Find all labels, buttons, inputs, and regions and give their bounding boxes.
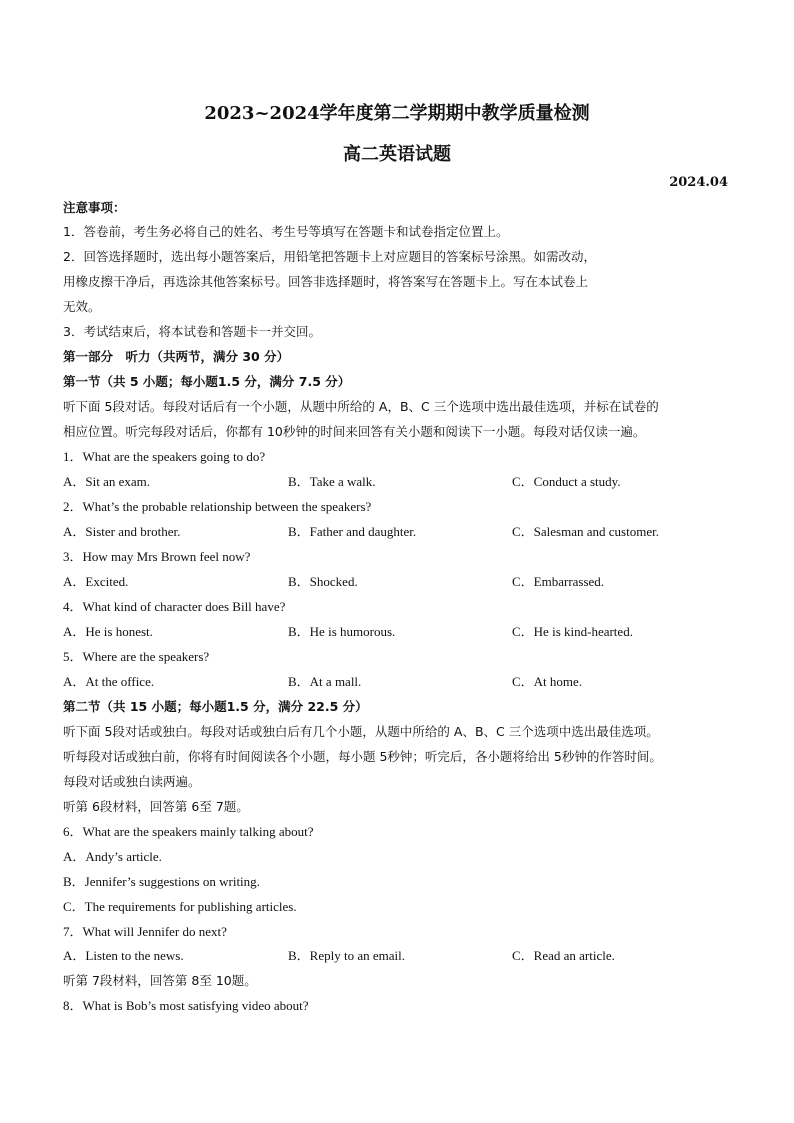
question-4-option-a: A．He is honest. xyxy=(63,624,153,639)
question-6-option-b: B．Jennifer’s suggestions on writing. xyxy=(63,874,260,889)
section1-heading: 第一节（共 5 小题；每小题1.5 分，满分 7.5 分） xyxy=(63,374,351,389)
section2-instructions-line-1: 听下面 5段对话或独白。每段对话或独白后有几个小题，从题中所给的 A、B、C 三个选项中选出最佳选项。 xyxy=(63,724,659,739)
section2-heading: 第二节（共 15 小题；每小题1.5 分，满分 22.5 分） xyxy=(63,699,368,714)
exam-subtitle: 高二英语试题 xyxy=(343,144,451,165)
question-6-option-a: A．Andy’s article. xyxy=(63,849,162,864)
question-6-stem: 6．What are the speakers mainly talking about? xyxy=(63,824,314,839)
section1-instructions-line-1: 听下面 5段对话。每段对话后有一个小题，从题中所给的 A，B、C 三个选项中选出最佳选项，并标在试卷的 xyxy=(63,399,659,414)
material-6-note: 听第 6段材料，回答第 6至 7题。 xyxy=(63,799,249,814)
question-1-option-c: C．Conduct a study. xyxy=(512,474,621,489)
notice-item-3: 3．考试结束后，将本试卷和答题卡一并交回。 xyxy=(63,324,321,339)
question-3-stem: 3．How may Mrs Brown feel now? xyxy=(63,549,251,564)
question-4-option-b: B．He is humorous. xyxy=(288,624,396,639)
question-3-option-c: C．Embarrassed. xyxy=(512,574,605,589)
question-2-option-a: A．Sister and brother. xyxy=(63,524,181,539)
question-1-stem: 1．What are the speakers going to do? xyxy=(63,449,266,464)
notice-item-2-line-2: 用橡皮擦干净后，再选涂其他答案标号。回答非选择题时，将答案写在答题卡上。写在本试卷上 xyxy=(63,274,589,289)
question-1-option-b: B．Take a walk. xyxy=(288,474,376,489)
question-7-stem: 7．What will Jennifer do next? xyxy=(63,924,227,939)
question-2-option-c: C．Salesman and customer. xyxy=(512,524,659,539)
notice-heading: 注意事项： xyxy=(63,200,126,215)
question-5-option-b: B．At a mall. xyxy=(288,674,362,689)
exam-title: 2023~2024学年度第二学期期中教学质量检测 xyxy=(204,103,590,124)
question-3-option-a: A．Excited. xyxy=(63,574,129,589)
exam-date: 2024.04 xyxy=(669,175,728,190)
question-1-option-a: A．Sit an exam. xyxy=(63,474,151,489)
question-7-option-a: A．Listen to the news. xyxy=(63,948,184,963)
question-7-option-c: C．Read an article. xyxy=(512,948,615,963)
question-5-stem: 5．Where are the speakers? xyxy=(63,649,210,664)
question-5-option-c: C．At home. xyxy=(512,674,583,689)
question-4-option-c: C．He is kind-hearted. xyxy=(512,624,633,639)
part1-heading: 第一部分 听力（共两节，满分 30 分） xyxy=(63,349,290,364)
question-7-option-b: B．Reply to an email. xyxy=(288,948,405,963)
notice-item-2-line-1: 2．回答选择题时，选出每小题答案后，用铅笔把答题卡上对应题目的答案标号涂黑。如需改动， xyxy=(63,249,596,264)
section2-instructions-line-2: 听每段对话或独白前，你将有时间阅读各个小题，每小题 5秒钟；听完后，各小题将给出 5秒钟的作答时间。 xyxy=(63,749,662,764)
material-7-note: 听第 7段材料，回答第 8至 10题。 xyxy=(63,973,257,988)
notice-item-1: 1．答卷前，考生务必将自己的姓名、考生号等填写在答题卡和试卷指定位置上。 xyxy=(63,224,509,239)
section2-instructions-line-3: 每段对话或独白读两遍。 xyxy=(63,774,201,789)
question-3-option-b: B．Shocked. xyxy=(288,574,358,589)
question-6-option-c: C．The requirements for publishing articles. xyxy=(63,899,297,914)
question-2-stem: 2．What’s the probable relationship between the speakers? xyxy=(63,499,372,514)
section1-instructions-line-2: 相应位置。听完每段对话后，你都有 10秒钟的时间来回答有关小题和阅读下一小题。每段对话仅读一遍。 xyxy=(63,424,646,439)
question-5-option-a: A．At the office. xyxy=(63,674,155,689)
question-2-option-b: B．Father and daughter. xyxy=(288,524,417,539)
notice-item-2-line-3: 无效。 xyxy=(63,299,101,314)
question-8-stem: 8．What is Bob’s most satisfying video about? xyxy=(63,998,309,1013)
question-4-stem: 4．What kind of character does Bill have? xyxy=(63,599,286,614)
